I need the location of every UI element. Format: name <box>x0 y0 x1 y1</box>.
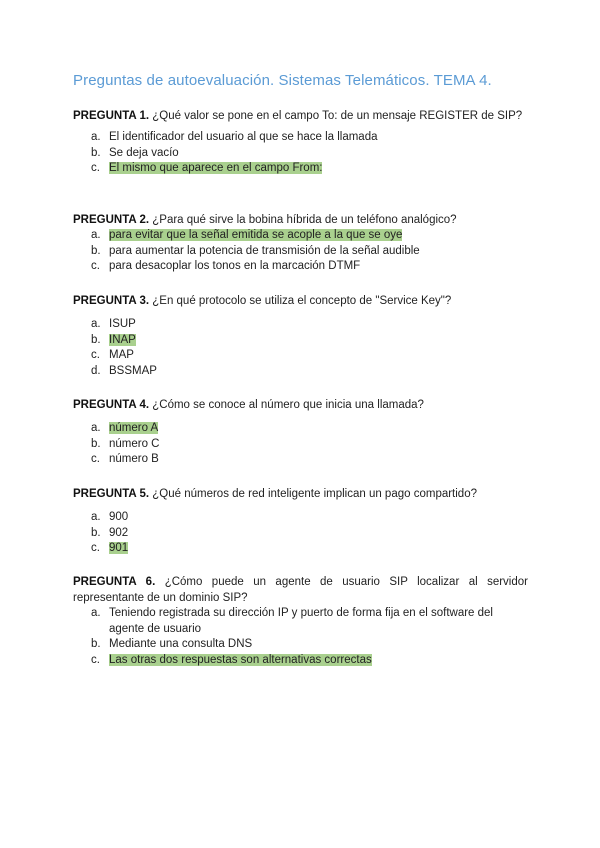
answer-options <box>73 510 528 557</box>
option-letter: b. <box>91 146 101 159</box>
question-2 <box>73 212 528 275</box>
answer-option-a[interactable] <box>73 421 528 437</box>
option-letter: c. <box>91 260 100 272</box>
answer-option-c[interactable] <box>73 541 528 557</box>
answer-option-a[interactable] <box>73 606 528 637</box>
answer-option-c[interactable] <box>73 452 528 468</box>
option-text: 900 <box>109 511 129 523</box>
question-body: ¿Qué valor se pone en el campo To: de un mensaje REGISTER de SIP? <box>152 110 523 122</box>
question-3 <box>73 293 528 379</box>
option-letter: c. <box>91 349 100 361</box>
answer-options <box>73 606 528 668</box>
answer-options <box>73 130 528 177</box>
option-letter: a. <box>91 318 101 330</box>
option-letter: a. <box>91 511 101 523</box>
option-text: número C <box>109 437 160 450</box>
option-text: MAP <box>109 349 134 361</box>
question-body: ¿Cómo se conoce al número que inicia una llamada? <box>152 399 424 411</box>
question-body: ¿En qué protocolo se utiliza el concepto de "Service Key"? <box>152 295 452 307</box>
option-text: para desacoplar los tonos en la marcación DTMF <box>109 260 361 272</box>
question-1 <box>73 108 528 177</box>
correct-answer-highlight: El mismo que aparece en el campo From: <box>109 162 323 174</box>
option-letter: a. <box>91 607 101 619</box>
option-letter: b. <box>91 638 101 650</box>
option-letter: c. <box>91 162 100 174</box>
answer-option-c[interactable] <box>73 348 528 364</box>
answer-option-b[interactable] <box>73 244 528 260</box>
option-text: número B <box>109 453 159 465</box>
question-label: PREGUNTA 2. <box>73 214 150 226</box>
option-letter: a. <box>91 229 101 241</box>
question-label: PREGUNTA 5. <box>73 488 150 500</box>
correct-answer-highlight: para evitar que la señal emitida se acople a la que se oye <box>109 229 403 241</box>
answer-options <box>73 228 528 275</box>
question-body: ¿Para qué sirve la bobina híbrida de un teléfono analógico? <box>152 214 457 226</box>
question-label: PREGUNTA 1. <box>73 110 150 122</box>
question-body: ¿Cómo puede un agente de usuario SIP localizar al servidor representante de un dominio SIP? <box>73 576 528 604</box>
question-text <box>73 486 528 502</box>
option-letter: b. <box>91 437 101 450</box>
question-text <box>73 293 528 309</box>
option-letter: b. <box>91 526 101 539</box>
option-letter: c. <box>91 542 100 554</box>
question-label: PREGUNTA 4. <box>73 399 150 411</box>
answer-option-a[interactable] <box>73 510 528 526</box>
answer-option-a[interactable] <box>73 317 528 333</box>
correct-answer-highlight: número A <box>109 422 159 434</box>
correct-answer-highlight: INAP <box>109 333 136 346</box>
question-label: PREGUNTA 6. <box>73 576 156 588</box>
answer-option-c[interactable] <box>73 259 528 275</box>
answer-option-a[interactable] <box>73 228 528 244</box>
option-text: Teniendo registrada su dirección IP y puerto de forma fija en el software del agente de usuario <box>109 607 493 635</box>
answer-option-c[interactable] <box>73 161 528 177</box>
question-text <box>73 574 528 606</box>
option-letter: d. <box>91 364 101 377</box>
question-4 <box>73 397 528 468</box>
answer-option-b[interactable] <box>73 333 528 349</box>
option-text: 902 <box>109 526 129 539</box>
answer-option-b[interactable] <box>73 637 528 653</box>
question-text <box>73 108 528 124</box>
answer-option-b[interactable] <box>73 526 528 542</box>
document-title: Preguntas de autoevaluación. Sistemas Telemáticos. TEMA 4. <box>73 72 492 89</box>
answer-option-c[interactable] <box>73 653 528 669</box>
question-text <box>73 397 528 413</box>
answer-option-b[interactable] <box>73 437 528 453</box>
option-letter: c. <box>91 653 100 666</box>
option-text: El identificador del usuario al que se hace la llamada <box>109 131 378 143</box>
option-text: Se deja vacío <box>109 146 179 159</box>
option-text: para aumentar la potencia de transmisión de la señal audible <box>109 244 420 257</box>
answer-option-d[interactable] <box>73 364 528 380</box>
question-body: ¿Qué números de red inteligente implican un pago compartido? <box>152 488 477 500</box>
option-letter: a. <box>91 422 101 434</box>
question-6 <box>73 574 528 668</box>
option-text: ISUP <box>109 318 136 330</box>
option-text: BSSMAP <box>109 364 157 377</box>
answer-options <box>73 317 528 379</box>
option-letter: b. <box>91 244 101 257</box>
option-letter: c. <box>91 453 100 465</box>
answer-option-a[interactable] <box>73 130 528 146</box>
question-text <box>73 212 528 228</box>
answer-option-b[interactable] <box>73 146 528 162</box>
question-5 <box>73 486 528 557</box>
question-label: PREGUNTA 3. <box>73 295 150 307</box>
correct-answer-highlight: Las otras dos respuestas son alternativas correctas <box>109 653 372 666</box>
option-letter: b. <box>91 333 101 346</box>
option-letter: a. <box>91 131 101 143</box>
answer-options <box>73 421 528 468</box>
option-text: Mediante una consulta DNS <box>109 638 253 650</box>
correct-answer-highlight: 901 <box>109 542 129 554</box>
